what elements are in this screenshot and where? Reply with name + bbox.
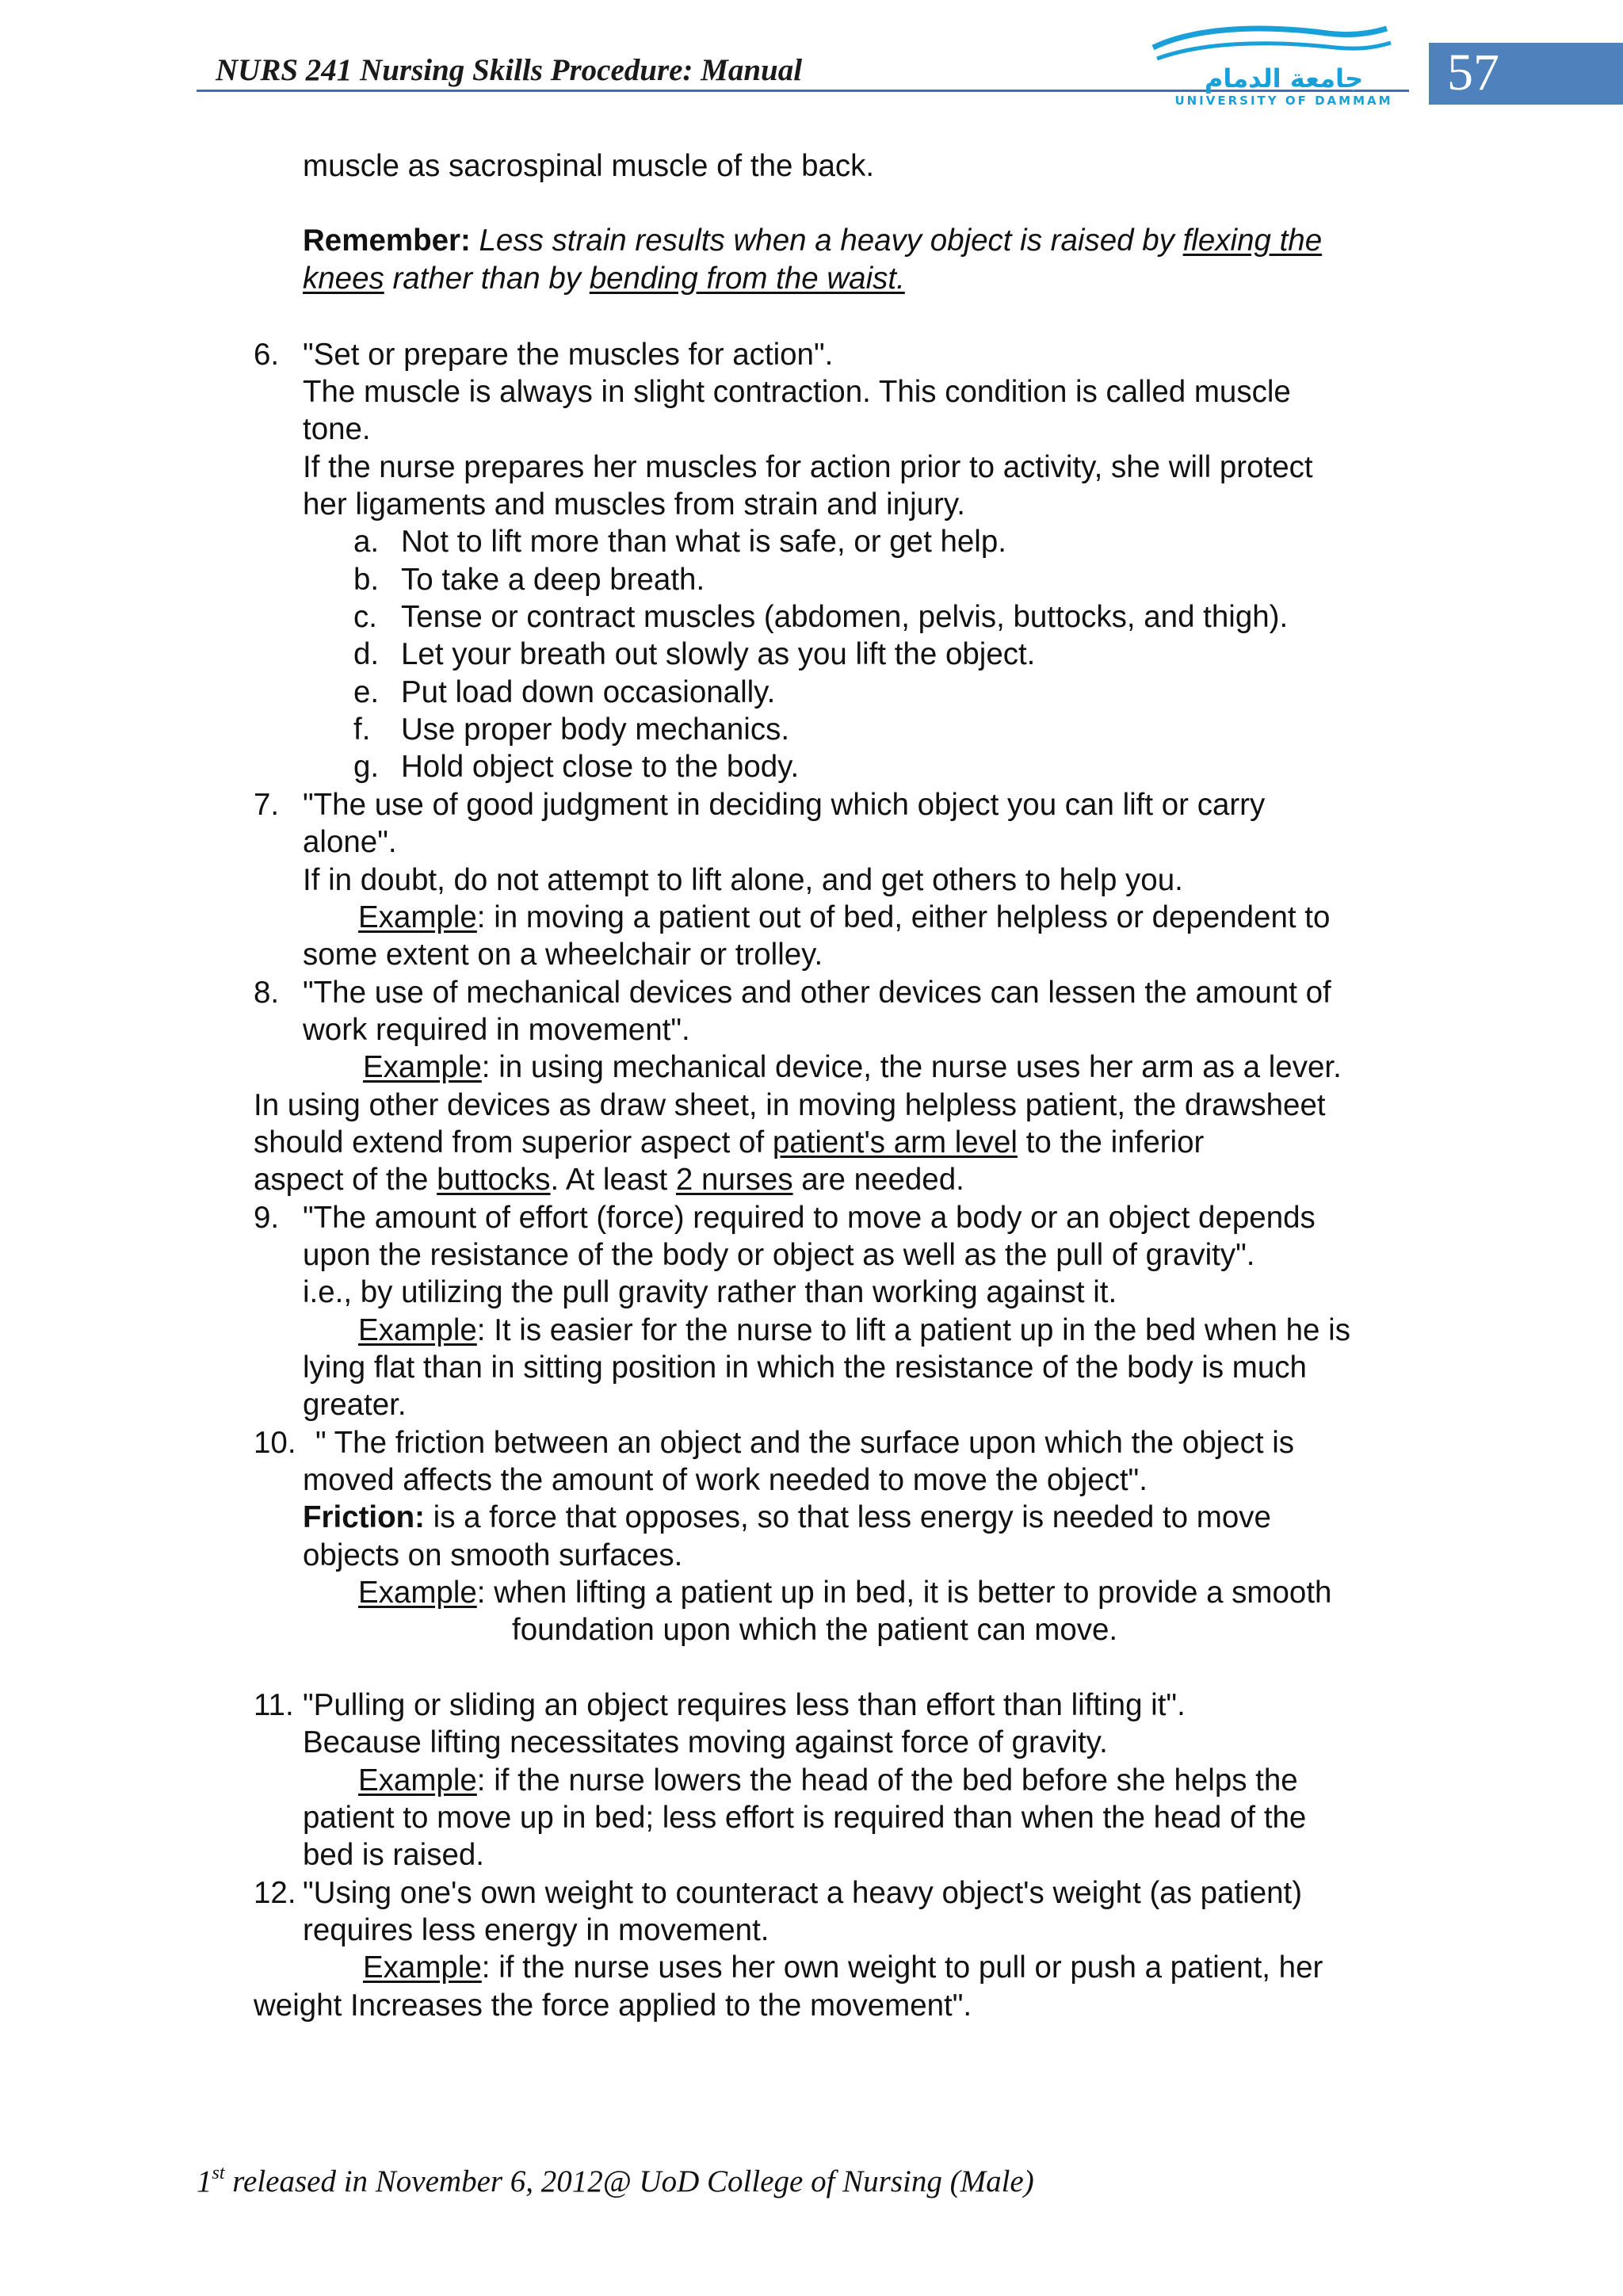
text-line: "The use of good judgment in deciding which object you can lift or carry (303, 788, 1266, 822)
example-label: Example (358, 900, 477, 934)
text-line: patient to move up in bed; less effort is required than when the head of the (303, 1801, 1307, 1835)
text-line: upon the resistance of the body or object as well as the pull of gravity". (303, 1238, 1255, 1272)
example-label: Example (363, 1050, 482, 1084)
text-line: If in doubt, do not attempt to lift alone, and get others to help you. (303, 863, 1183, 897)
sub-item-marker: g. (353, 750, 380, 784)
text-line: "Using one's own weight to counteract a heavy object's weight (as patient) (303, 1876, 1303, 1910)
remember-line-2 (303, 260, 905, 297)
text-line: "The amount of effort (force) required to move a body or an object depends (303, 1201, 1316, 1235)
text-line: alone". (303, 825, 397, 859)
sub-item-text: Hold object close to the body. (401, 750, 800, 784)
university-logo (1129, 24, 1399, 111)
text-line: In using other devices as draw sheet, in moving helpless patient, the drawsheet (254, 1088, 1326, 1122)
example-line (358, 1574, 1331, 1611)
example-label: Example (358, 1763, 477, 1797)
footer-release-note (197, 2163, 1034, 2199)
text-line: Because lifting necessitates moving against force of gravity. (303, 1725, 1108, 1759)
item-number: 10. (254, 1426, 296, 1460)
text-line: work required in movement". (303, 1013, 690, 1047)
footer-ordinal: 1 (197, 2164, 212, 2199)
item-number: 11. (254, 1688, 294, 1722)
example-text: : if the nurse lowers the head of the bed before she helps the (476, 1763, 1298, 1797)
item-number: 9. (254, 1201, 280, 1235)
example-line (363, 1949, 1323, 1986)
sub-item-text: To take a deep breath. (401, 563, 705, 597)
text-line (254, 1124, 1204, 1161)
text-line: " The friction between an object and the surface upon which the object is (315, 1426, 1295, 1460)
example-label: Example (358, 1313, 477, 1347)
text-line: muscle as sacrospinal muscle of the back. (303, 149, 875, 183)
text-span: . At least (550, 1163, 676, 1197)
example-label: Example (358, 1576, 477, 1610)
header-title: NURS 241 Nursing Skills Procedure: Manual (216, 53, 803, 87)
example-line (358, 1312, 1350, 1349)
remember-label: Remember: (303, 223, 471, 258)
logo-wave-mid (1157, 43, 1391, 59)
example-label: Example (363, 1950, 482, 1985)
item-number: 12. (254, 1876, 296, 1910)
text-line: some extent on a wheelchair or trolley. (303, 938, 823, 972)
text-line: greater. (303, 1388, 407, 1422)
text-line: her ligaments and muscles from strain and injury. (303, 487, 965, 521)
remember-underlined: flexing the (1182, 223, 1323, 258)
friction-label: Friction: (303, 1500, 425, 1534)
text-line: requires less energy in movement. (303, 1913, 769, 1947)
example-text: : in using mechanical device, the nurse uses her arm as a lever. (481, 1050, 1342, 1084)
text-line: tone. (303, 412, 371, 446)
sub-item-marker: b. (353, 563, 380, 597)
example-text: : if the nurse uses her own weight to pull or push a patient, her (481, 1950, 1323, 1985)
friction-text: is a force that opposes, so that less energy is needed to move (424, 1500, 1271, 1534)
sub-item-marker: d. (353, 637, 380, 671)
remember-underlined: bending from the waist. (589, 262, 905, 296)
sub-item-marker: a. (353, 525, 380, 559)
underlined-term: patient's arm level (772, 1125, 1018, 1159)
sub-item-text: Let your breath out slowly as you lift the object. (401, 637, 1036, 671)
text-line: foundation upon which the patient can move. (512, 1613, 1118, 1647)
item-number: 8. (254, 976, 280, 1010)
text-line: "Pulling or sliding an object requires less than effort than lifting it". (303, 1688, 1186, 1722)
remember-line-1 (303, 222, 1322, 259)
text-line: weight Increases the force applied to the movement". (254, 1988, 972, 2023)
example-line (358, 899, 1330, 936)
text-line (254, 1161, 964, 1198)
text-line: lying flat than in sitting position in which the resistance of the body is much (303, 1350, 1307, 1385)
item-number: 7. (254, 788, 280, 822)
page-number: 57 (1447, 44, 1499, 101)
sub-item-text: Use proper body mechanics. (401, 712, 790, 747)
logo-arabic-text: جامعة الدمام (1204, 63, 1364, 94)
friction-line (303, 1499, 1271, 1536)
remember-underlined: knees (303, 262, 384, 296)
example-text: : when lifting a patient up in bed, it is better to provide a smooth (476, 1576, 1332, 1610)
text-line: "Set or prepare the muscles for action". (303, 338, 834, 372)
logo-english-text: UNIVERSITY OF DAMMAM (1174, 94, 1393, 108)
text-span: are needed. (792, 1163, 964, 1197)
text-line: "The use of mechanical devices and other devices can lessen the amount of (303, 976, 1331, 1010)
text-line: objects on smooth surfaces. (303, 1538, 683, 1572)
example-text: : in moving a patient out of bed, either helpless or dependent to (476, 900, 1331, 934)
text-span: aspect of the (254, 1163, 437, 1197)
text-span: to the inferior (1017, 1125, 1205, 1159)
sub-item-marker: f. (353, 712, 371, 747)
text-line: If the nurse prepares her muscles for action prior to activity, she will protect (303, 450, 1313, 484)
remember-text: rather than by (384, 262, 590, 296)
example-line (358, 1762, 1298, 1799)
sub-item-text: Not to lift more than what is safe, or get help. (401, 525, 1006, 559)
underlined-term: buttocks (437, 1163, 551, 1197)
text-line: bed is raised. (303, 1838, 484, 1872)
remember-text: Less strain results when a heavy object is raised by (470, 223, 1183, 258)
footer-text: released in November 6, 2012@ UoD College of Nursing (Male) (224, 2164, 1034, 2199)
text-span: should extend from superior aspect of (254, 1125, 773, 1159)
text-line: The muscle is always in slight contraction. This condition is called muscle (303, 375, 1291, 409)
example-line (363, 1049, 1342, 1086)
item-number: 6. (254, 338, 280, 372)
underlined-term: 2 nurses (675, 1163, 793, 1197)
example-text: : It is easier for the nurse to lift a patient up in the bed when he is (476, 1313, 1350, 1347)
sub-item-marker: e. (353, 675, 380, 709)
text-line: moved affects the amount of work needed to move the object". (303, 1463, 1148, 1497)
footer-ordinal-suffix: st (212, 2163, 225, 2183)
sub-item-text: Tense or contract muscles (abdomen, pelvis, buttocks, and thigh). (401, 600, 1289, 634)
text-line: i.e., by utilizing the pull gravity rather than working against it. (303, 1275, 1117, 1309)
sub-item-text: Put load down occasionally. (401, 675, 776, 709)
sub-item-marker: c. (353, 600, 377, 634)
